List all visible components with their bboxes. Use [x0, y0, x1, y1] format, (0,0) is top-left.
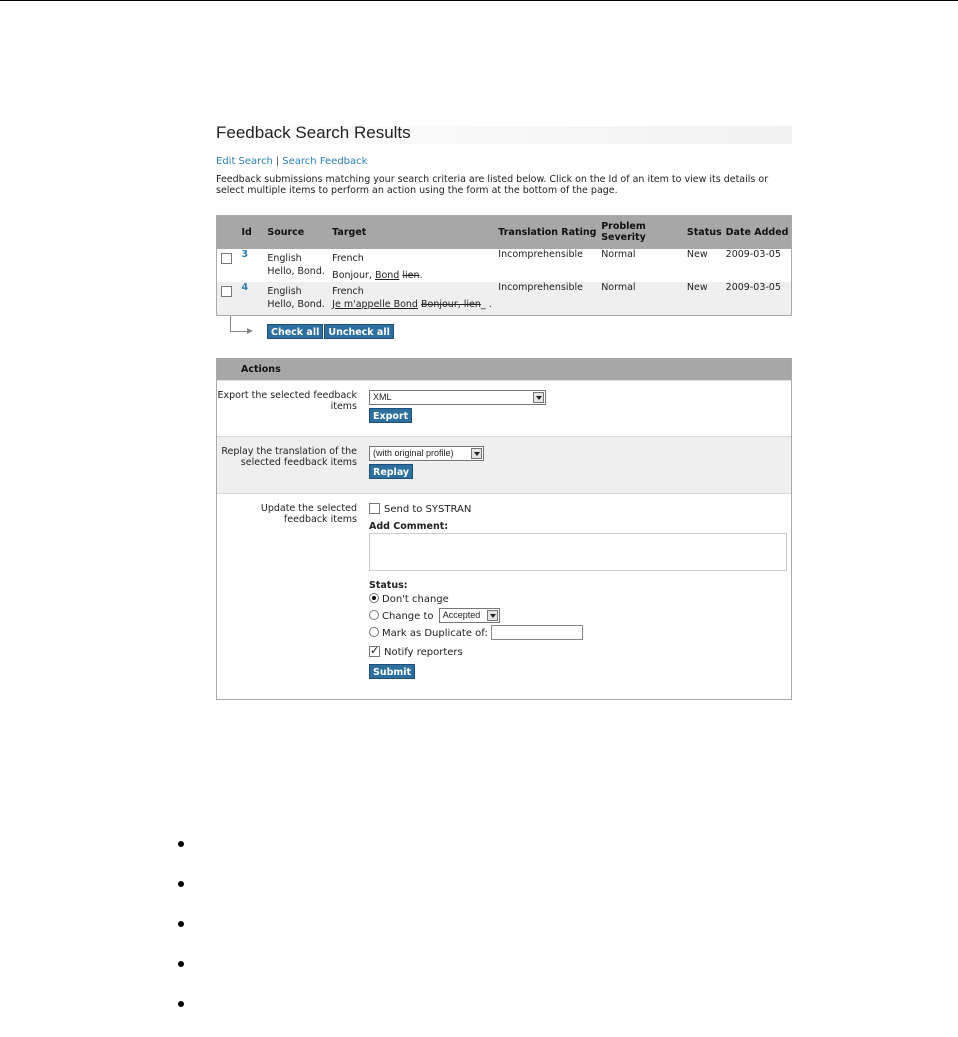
dont-change-label: Don't change — [382, 593, 449, 605]
status-change-to — [369, 608, 791, 625]
header-target: Target — [330, 216, 496, 249]
export-label: Export the selected feedback items — [217, 389, 357, 412]
item-id-link[interactable]: 4 — [241, 281, 249, 293]
source-text: Hello, Bond. — [267, 265, 325, 277]
replay-row — [217, 436, 791, 493]
bullet-icon — [178, 961, 184, 967]
target-text-inserted: Je m'appelle Bond — [332, 298, 418, 310]
target-text-plain: Bonjour, — [332, 269, 375, 281]
chevron-down-icon — [471, 448, 482, 459]
target-text-inserted: Bond — [374, 269, 400, 281]
id-cell — [239, 249, 265, 282]
target-text-end: . — [419, 269, 423, 281]
header-date: Date Added — [724, 216, 792, 249]
page-title: Feedback Search Results — [216, 123, 411, 142]
link-separator: | — [275, 156, 280, 167]
add-comment-label: Add Comment: — [369, 520, 449, 532]
header-severity: Problem Severity — [599, 216, 685, 249]
target-lang: French — [332, 252, 364, 264]
row-select-cell — [217, 249, 240, 282]
rating-cell: Incomprehensible — [496, 282, 599, 316]
notify-reporters-label: Notify reporters — [384, 646, 463, 658]
send-to-systran-checkbox[interactable] — [369, 503, 380, 514]
comment-textarea[interactable] — [369, 533, 787, 571]
target-text-removed: lien — [402, 269, 420, 281]
severity-cell: Normal — [601, 248, 636, 260]
table-row — [217, 282, 792, 316]
replay-button[interactable]: Replay — [369, 464, 413, 479]
target-lang: French — [332, 285, 364, 297]
notify-reporters-checkbox[interactable] — [369, 646, 380, 657]
change-to-radio[interactable] — [369, 610, 379, 620]
header-rating: Translation Rating — [496, 216, 599, 249]
bullet-icon — [178, 921, 184, 927]
status-dont-change — [369, 591, 791, 608]
arrow-connector-icon — [230, 316, 231, 332]
severity-cell: Normal — [599, 282, 685, 316]
replay-label: Replay the translation of the selected feedback items — [221, 445, 357, 468]
export-format-select[interactable] — [369, 390, 546, 405]
target-text-removed: Bonjour, lien — [421, 298, 481, 310]
dont-change-radio[interactable] — [369, 593, 379, 603]
table-row — [217, 249, 792, 282]
source-cell — [265, 282, 330, 316]
target-text — [332, 266, 494, 281]
source-text: Hello, Bond. — [267, 298, 325, 310]
table-header-row — [217, 216, 792, 249]
check-controls — [216, 316, 792, 346]
export-format-value: XML — [373, 392, 392, 402]
uncheck-all-button[interactable]: Uncheck all — [324, 324, 394, 339]
source-cell — [265, 249, 330, 282]
intro-text: Feedback submissions matching your search criteria are listed below. Click on the Id of an item to view its details or select multiple items to perform an action using the form at the bottom of the page. — [216, 174, 769, 196]
status-cell: New — [686, 248, 708, 260]
id-cell — [239, 282, 265, 316]
status-duplicate — [369, 625, 791, 642]
export-row — [217, 380, 791, 436]
replay-controls — [367, 437, 791, 493]
bullet-icon — [178, 1001, 184, 1007]
search-feedback-link[interactable]: Search Feedback — [282, 156, 368, 167]
check-all-button[interactable]: Check all — [267, 324, 323, 339]
row-checkbox[interactable] — [221, 253, 232, 264]
header-select — [217, 216, 240, 249]
actions-heading: Actions — [217, 359, 791, 380]
update-label: Update the selected feedback items — [260, 502, 357, 525]
submit-button[interactable]: Submit — [369, 664, 415, 679]
status-label: Status: — [369, 579, 408, 591]
main-content — [216, 120, 792, 700]
bullet-icon — [178, 841, 184, 847]
actions-panel — [216, 358, 792, 700]
rating-cell: Incomprehensible — [498, 248, 583, 260]
chevron-down-icon — [487, 610, 498, 621]
change-to-label: Change to — [382, 610, 434, 622]
change-to-select[interactable] — [439, 608, 500, 623]
target-text — [332, 299, 494, 310]
date-cell: 2009-03-05 — [725, 248, 781, 260]
replay-profile-value: (with original profile) — [373, 448, 454, 458]
update-controls — [367, 494, 791, 699]
header-source: Source — [265, 216, 330, 249]
target-text-end: _ . — [480, 298, 492, 310]
status-cell: New — [685, 282, 724, 316]
duplicate-of-input[interactable] — [491, 625, 583, 640]
header-status: Status — [685, 216, 724, 249]
replay-profile-select[interactable] — [369, 446, 484, 461]
bullet-icon — [178, 881, 184, 887]
edit-search-link[interactable]: Edit Search — [216, 156, 273, 167]
date-cell: 2009-03-05 — [724, 282, 792, 316]
top-rule — [0, 0, 958, 1]
item-id-link[interactable]: 3 — [241, 248, 249, 260]
duplicate-radio[interactable] — [369, 627, 379, 637]
header-id: Id — [239, 216, 265, 249]
check-buttons — [267, 324, 395, 339]
export-controls — [367, 381, 791, 436]
nav-links — [216, 155, 792, 168]
results-table — [216, 215, 792, 316]
arrow-head-icon — [247, 328, 253, 334]
duplicate-label: Mark as Duplicate of: — [382, 627, 488, 639]
update-row — [217, 493, 791, 699]
source-lang: English — [267, 285, 302, 297]
target-cell — [330, 249, 496, 282]
send-to-systran-label: Send to SYSTRAN — [384, 503, 472, 515]
row-checkbox[interactable] — [221, 286, 232, 297]
export-button[interactable]: Export — [369, 408, 412, 423]
target-cell — [330, 282, 496, 316]
chevron-down-icon — [533, 392, 544, 403]
change-to-value: Accepted — [442, 610, 481, 620]
row-select-cell — [217, 282, 240, 316]
source-lang: English — [267, 252, 302, 264]
